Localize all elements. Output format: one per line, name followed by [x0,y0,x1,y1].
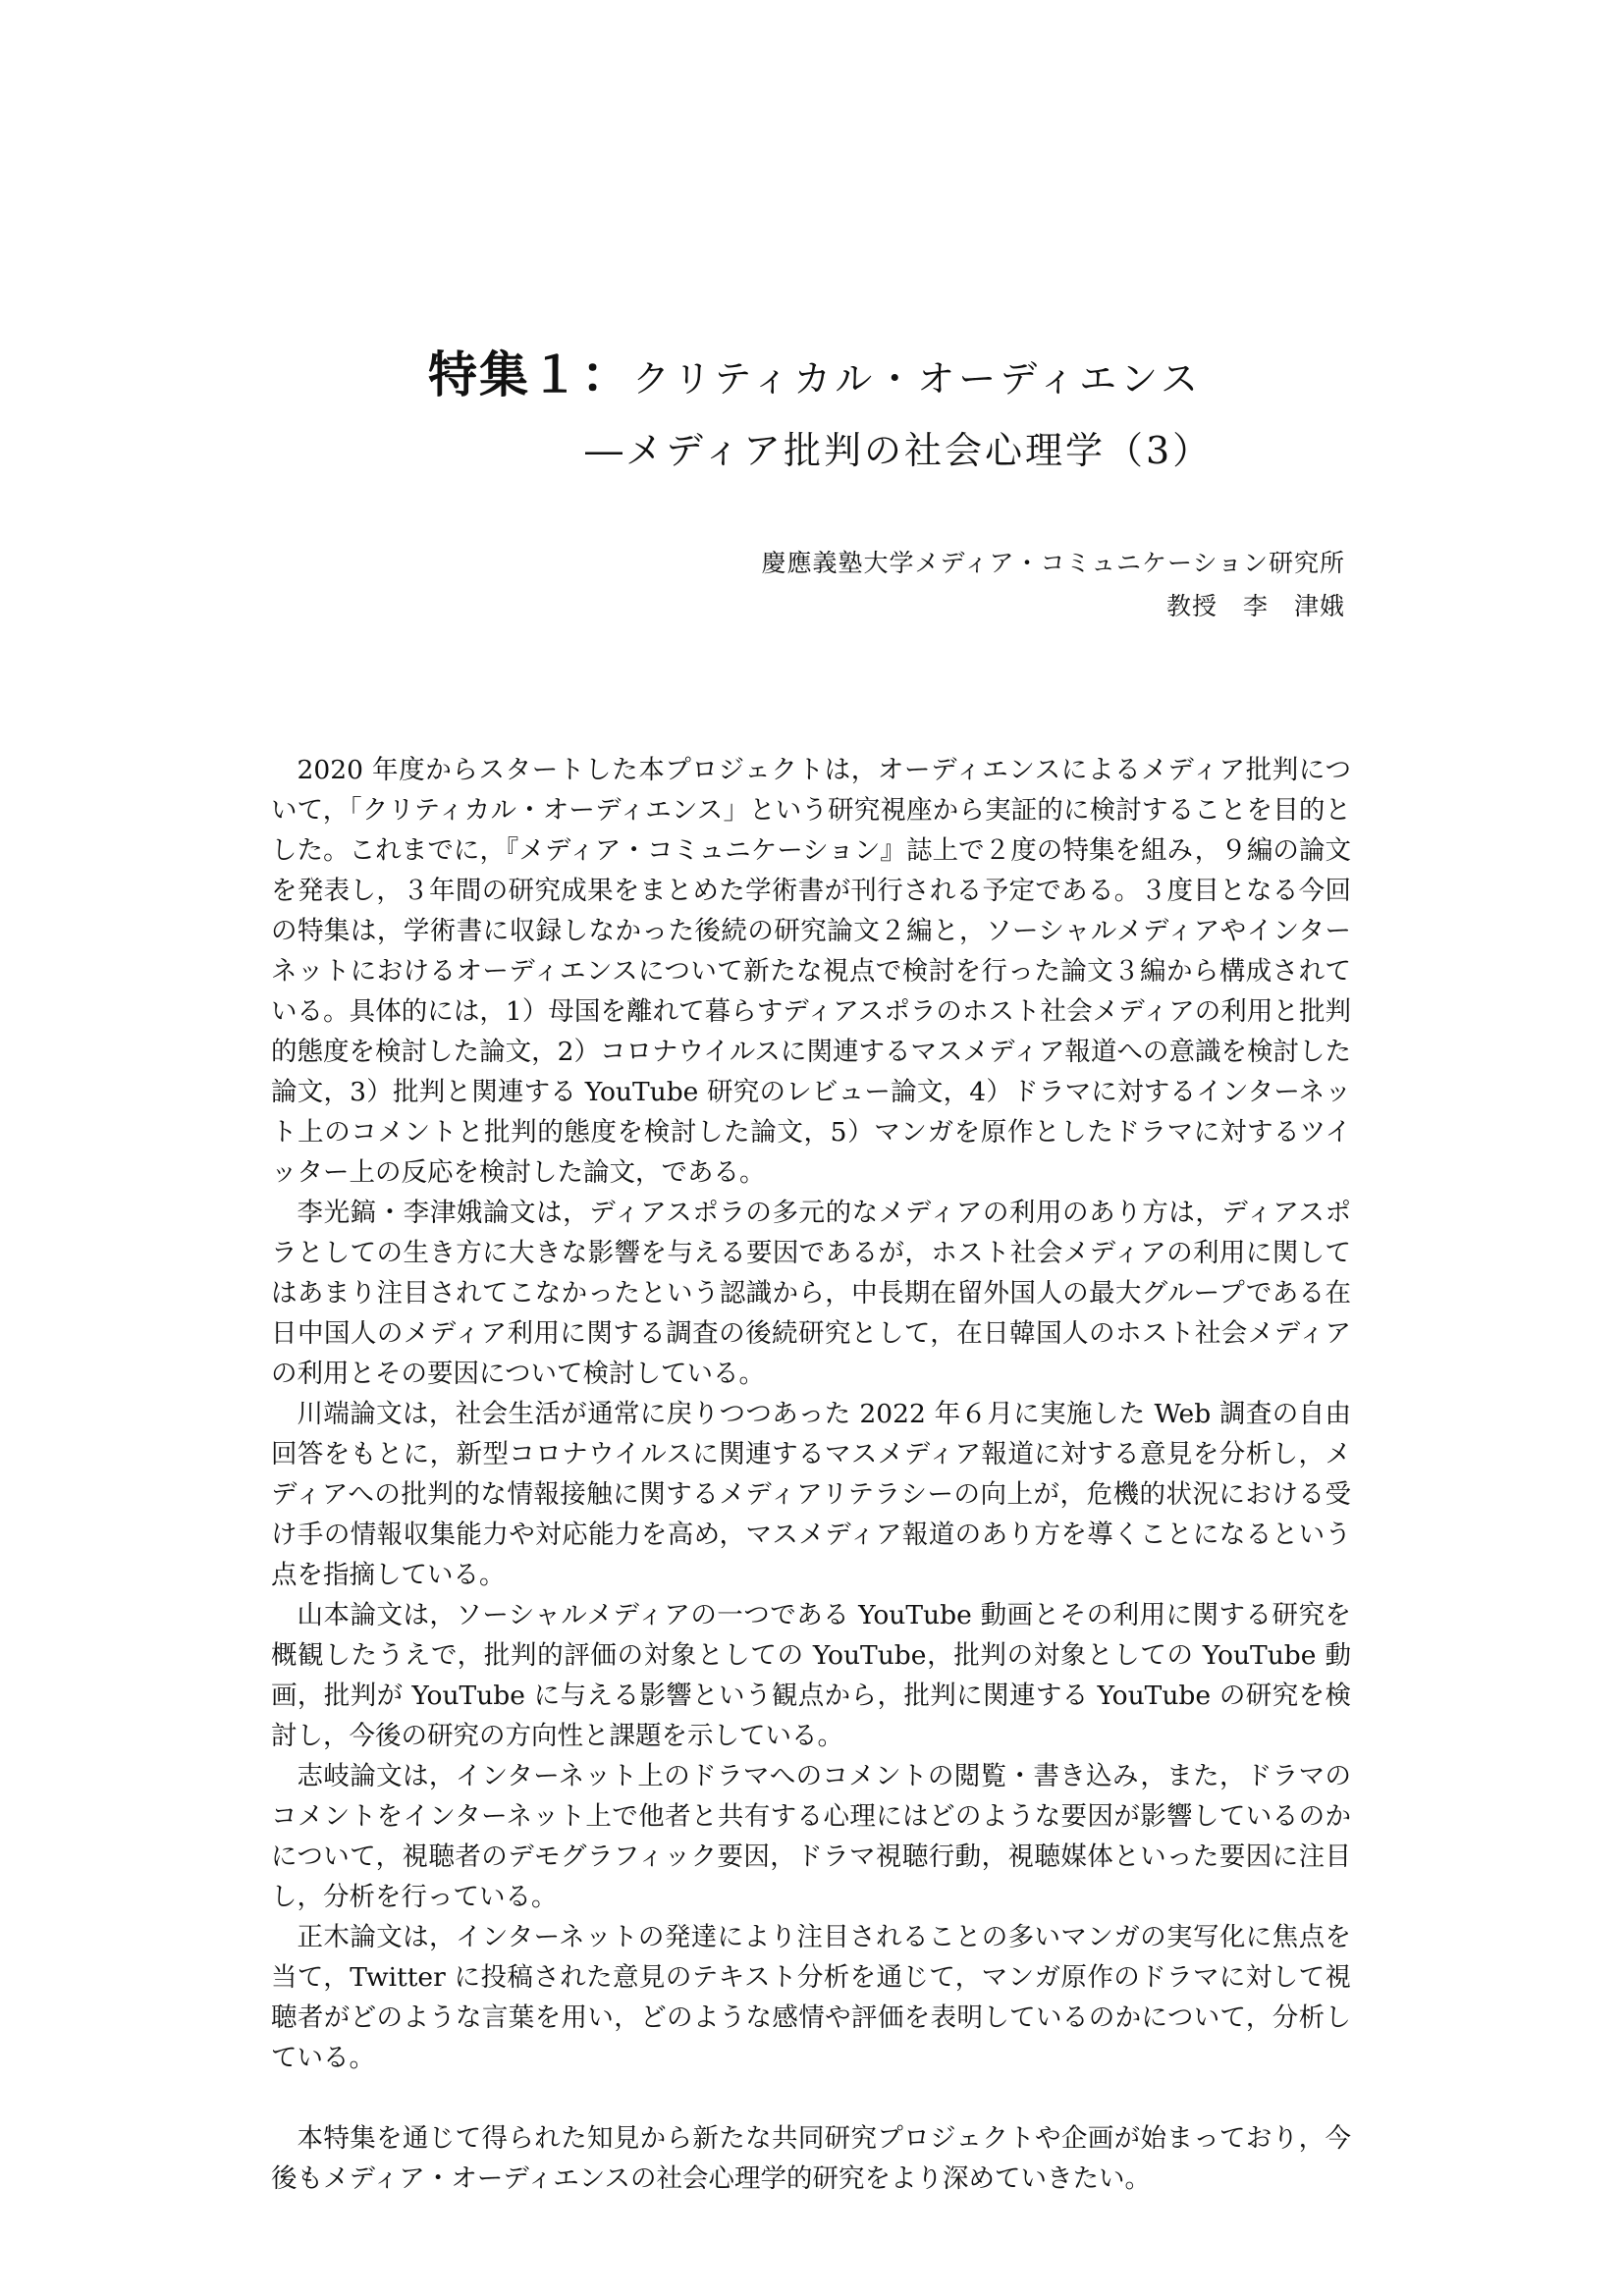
article-title [428,336,1312,474]
feature-label: 特集１： [428,346,632,403]
author-affiliation: 慶應義塾大学メディア・コミュニケーション研究所 [761,549,1345,577]
paragraph-kawabata: 川端論文は，社会生活が通常に戻りつつあった 2022 年６月に実施した Web 調査の自由回答をもとに，新型コロナウイルスに関連するマスメディア報道に対する意見を分析し，メディアへの批判的な情報接触に関するメディアリテラシーの向上が，危機的状況における受け手の情報収集能力や対応能力を高め，マスメディア報道のあり方を導くことになるという点を指摘している。 [271,1399,1351,1590]
article-body [271,750,1351,2199]
paragraph-shiki: 志岐論文は，インターネット上のドラマへのコメントの閲覧・書き込み，また，ドラマのコメントをインターネット上で他者と共有する心理にはどのような要因が影響しているのかについて，視聴者のデモグラフィック要因，ドラマ視聴行動，視聴媒体といった要因に注目し，分析を行っている。 [271,1761,1351,1912]
feature-subtitle: ―メディア批判の社会心理学（3） [585,429,1214,472]
title-line-1 [428,336,1312,406]
paragraph-lee: 李光鎬・李津娥論文は，ディアスポラの多元的なメディアの利用のあり方は，ディアスポラとしての生き方に大きな影響を与える要因であるが，ホスト社会メディアの利用に関してはあまり注目されてこなかったという認識から，中長期在留外国人の最大グループである在日中国人のメディア利用に関する調査の後続研究として，在日韓国人のホスト社会メディアの利用とその要因について検討している。 [271,1198,1351,1389]
author-block [761,542,1345,628]
author-position-name: 教授 李 津娥 [1165,592,1345,620]
paragraph-yamamoto: 山本論文は，ソーシャルメディアの一つである YouTube 動画とその利用に関する研究を概観したうえで，批判的評価の対象としての YouTube，批判の対象としての YouTube 動画，批判が YouTube に与える影響という観点から，批判に関連する YouTube の研究を検討し，今後の研究の方向性と課題を示している。 [271,1600,1351,1751]
paragraph-closing: 本特集を通じて得られた知見から新たな共同研究プロジェクトや企画が始まっており，今後もメディア・オーディエンスの社会心理学的研究をより深めていきたい。 [271,2123,1351,2194]
paragraph-masaki: 正木論文は，インターネットの発達により注目されることの多いマンガの実写化に焦点を当て，Twitter に投稿された意見のテキスト分析を通じて，マンガ原作のドラマに対して視聴者がどのような言葉を用い，どのような感情や評価を表明しているのかについて，分析している。 [271,1922,1351,2073]
paragraph-intro: 2020 年度からスタートした本プロジェクトは，オーディエンスによるメディア批判について，「クリティカル・オーディエンス」という研究視座から実証的に検討することを目的とした。これまでに，『メディア・コミュニケーション』誌上で２度の特集を組み，９編の論文を発表し，３年間の研究成果をまとめた学術書が刊行される予定である。３度目となる今回の特集は，学術書に収録しなかった後続の研究論文２編と，ソーシャルメディアやインターネットにおけるオーディエンスについて新たな視点で検討を行った論文３編から構成されている。具体的には，1）母国を離れて暮らすディアスポラのホスト社会メディアの利用と批判的態度を検討した論文，2）コロナウイルスに関連するマスメディア報道への意識を検討した論文，3）批判と関連する YouTube 研究のレビュー論文，4）ドラマに対するインターネット上のコメントと批判的態度を検討した論文，5）マンガを原作としたドラマに対するツイッター上の反応を検討した論文，である。 [271,755,1351,1188]
feature-title: クリティカル・オーディエンス [632,357,1203,400]
